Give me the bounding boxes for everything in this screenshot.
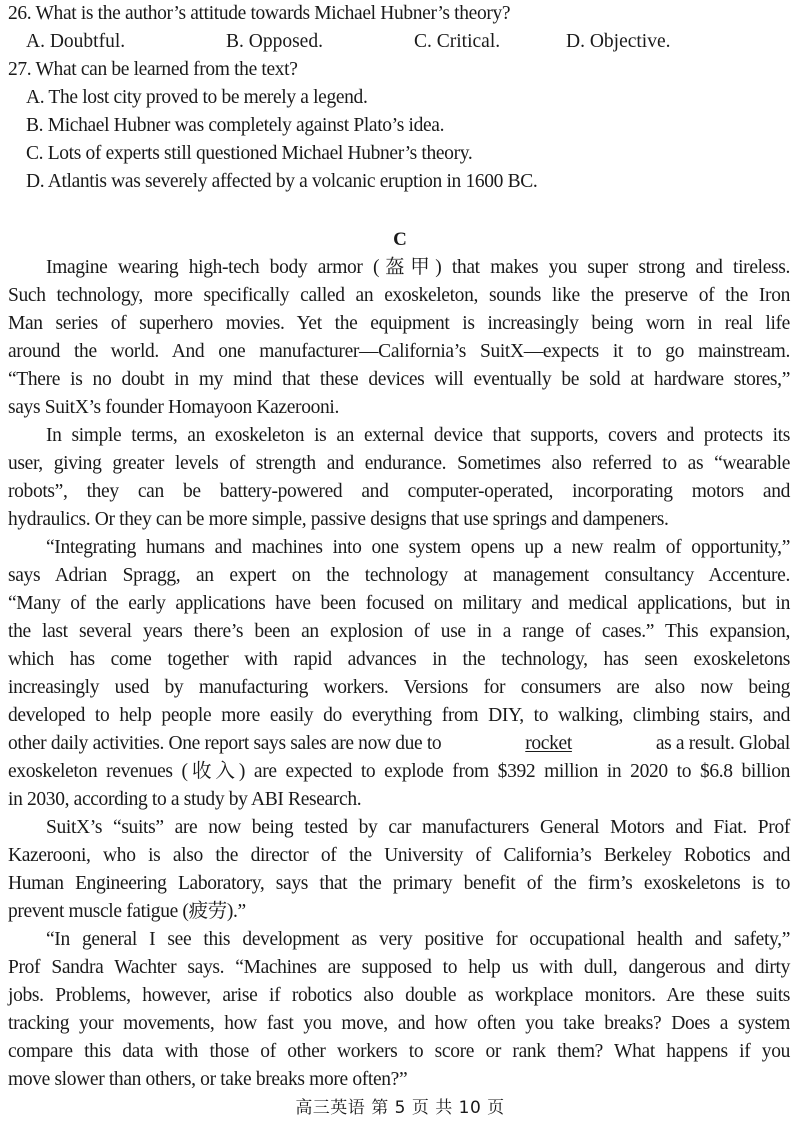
passage-line: “Many of the early applications have been focused on military and medical applications, but in <box>8 593 790 614</box>
passage-line: Man series of superhero movies. Yet the equipment is increasingly being worn in real life <box>8 313 790 334</box>
passage-line: hydraulics. Or they can be more simple, passive designs that use springs and dampeners. <box>8 509 669 530</box>
passage-line: compare this data with those of other workers to score or rank them? What happens if you <box>8 1041 790 1062</box>
question-27-option-d: D. Atlantis was severely affected by a volcanic eruption in 1600 BC. <box>26 171 538 192</box>
passage-line: the last several years there’s been an explosion of use in a range of cases.” This expansion, <box>8 621 790 642</box>
passage-line-text: as a result. Global <box>655 733 790 754</box>
passage-line: robots”, they can be battery-powered and computer-operated, incorporating motors and <box>8 481 790 502</box>
passage-line: tracking your movements, how fast you move, and how often you take breaks? Does a system <box>8 1013 790 1034</box>
passage-line: increasingly used by manufacturing workers. Versions for consumers are also now being <box>8 677 790 698</box>
passage-line: move slower than others, or take breaks more often?” <box>8 1069 408 1090</box>
question-26-option-b: B. Opposed. <box>226 31 323 52</box>
underlined-word-rocket: rocket <box>525 733 572 754</box>
question-27-option-b: B. Michael Hubner was completely against Plato’s idea. <box>26 115 445 136</box>
passage-line: exoskeleton revenues (收入) are expected to explode from $392 million in 2020 to $6.8 billion <box>8 761 790 782</box>
passage-line-text: other daily activities. One report says sales are now due to <box>8 733 442 754</box>
passage-line: In simple terms, an exoskeleton is an external device that supports, covers and protects its <box>46 425 790 446</box>
question-26-option-d: D. Objective. <box>566 31 671 52</box>
question-26-options <box>26 28 726 56</box>
passage-line: says Adrian Spragg, an expert on the technology at management consultancy Accenture. <box>8 565 790 586</box>
passage-line: “In general I see this development as very positive for occupational health and safety,” <box>46 929 790 950</box>
passage-line: Kazerooni, who is also the director of the University of California’s Berkeley Robotics and <box>8 845 790 866</box>
page-footer: 高三英语 第 5 页 共 10 页 <box>295 1098 505 1118</box>
passage-line: SuitX’s “suits” are now being tested by car manufacturers General Motors and Fiat. Prof <box>46 817 790 838</box>
question-27-option-c: C. Lots of experts still questioned Michael Hubner’s theory. <box>26 143 473 164</box>
question-26-option-a: A. Doubtful. <box>26 31 126 52</box>
passage-line: user, giving greater levels of strength and endurance. Sometimes also referred to as “wearable <box>8 453 790 474</box>
section-label: C <box>393 229 407 250</box>
passage-line: Such technology, more specifically called an exoskeleton, sounds like the preserve of the Iron <box>8 285 790 306</box>
passage-line: jobs. Problems, however, arise if robotics also double as workplace monitors. Are these suits <box>8 985 790 1006</box>
passage-line: Prof Sandra Wachter says. “Machines are supposed to help us with dull, dangerous and dirty <box>8 957 790 978</box>
passage-line: prevent muscle fatigue (疲劳).” <box>8 901 246 922</box>
passage-line: which has come together with rapid advances in the technology, has seen exoskeletons <box>8 649 790 670</box>
passage-line: developed to help people more easily do everything from DIY, to walking, climbing stairs, and <box>8 705 790 726</box>
passage-line: in 2030, according to a study by ABI Research. <box>8 789 362 810</box>
passage-line: Human Engineering Laboratory, says that the primary benefit of the firm’s exoskeletons is to <box>8 873 790 894</box>
passage-line: “Integrating humans and machines into one system opens up a new realm of opportunity,” <box>46 537 790 558</box>
question-27-option-a: A. The lost city proved to be merely a legend. <box>26 87 368 108</box>
question-26-stem: 26. What is the author’s attitude towards Michael Hubner’s theory? <box>8 3 511 24</box>
passage-line: around the world. And one manufacturer—California’s SuitX—expects it to go mainstream. <box>8 341 790 362</box>
passage-line: “There is no doubt in my mind that these devices will eventually be sold at hardware stores,” <box>8 369 790 390</box>
passage-line <box>8 730 790 758</box>
question-27-stem: 27. What can be learned from the text? <box>8 59 298 80</box>
passage-line: Imagine wearing high-tech body armor (盔甲) that makes you super strong and tireless. <box>46 257 790 278</box>
question-26-option-c: C. Critical. <box>414 31 501 52</box>
passage-line: says SuitX’s founder Homayoon Kazerooni. <box>8 397 339 418</box>
